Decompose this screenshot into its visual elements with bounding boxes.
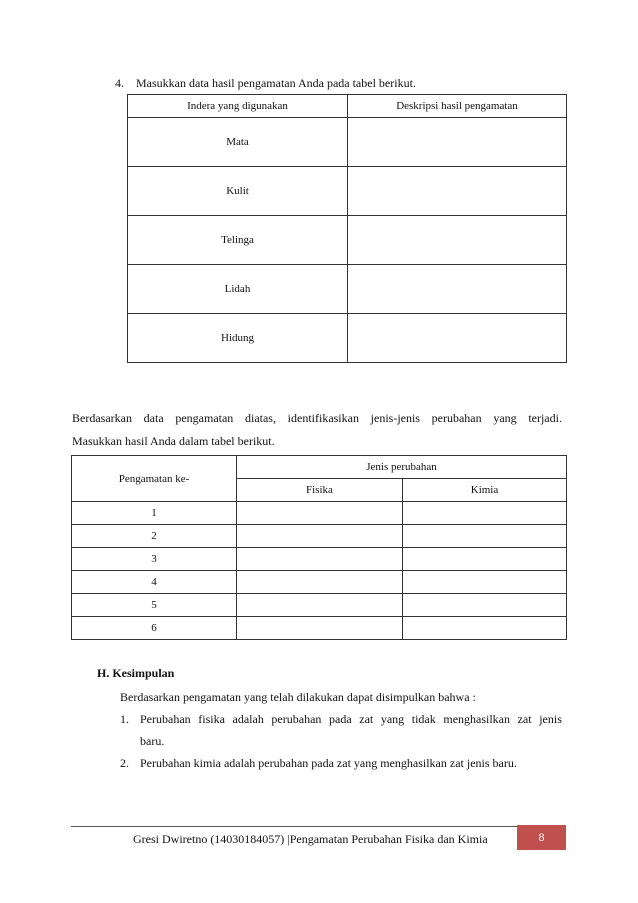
word: zat — [517, 712, 532, 726]
observation-number: 4 — [72, 571, 237, 594]
word: terjadi. — [528, 411, 562, 425]
word: perubahan — [271, 712, 322, 726]
physical-cell[interactable] — [237, 548, 403, 571]
sense-cell: Telinga — [128, 216, 348, 265]
table-row — [128, 118, 567, 167]
conclusion-intro: Berdasarkan pengamatan yang telah dilakukan dapat disimpulkan bahwa : — [120, 690, 476, 704]
conclusion-body — [120, 686, 562, 774]
sense-cell: Kulit — [128, 167, 348, 216]
table-row — [72, 617, 567, 640]
table-row — [72, 571, 567, 594]
observation-number: 1 — [72, 502, 237, 525]
word: zat — [359, 712, 374, 726]
table-header-row — [128, 95, 567, 118]
page-number: 8 — [517, 825, 566, 850]
description-cell[interactable] — [348, 314, 567, 363]
table-row — [128, 314, 567, 363]
table-row — [72, 502, 567, 525]
chemical-cell[interactable] — [403, 617, 567, 640]
word: perubahan — [431, 411, 482, 425]
paragraph-line-1 — [72, 407, 562, 430]
header-chemical: Kimia — [403, 479, 567, 502]
sense-cell: Lidah — [128, 265, 348, 314]
word: menghasilkan — [443, 712, 511, 726]
word: Perubahan — [140, 712, 191, 726]
list-number: 2. — [120, 756, 129, 770]
observation-number: 6 — [72, 617, 237, 640]
sense-cell: Hidung — [128, 314, 348, 363]
observation-number: 3 — [72, 548, 237, 571]
table-row — [72, 548, 567, 571]
table-row — [72, 525, 567, 548]
word: data — [143, 411, 164, 425]
step-number: 4. — [115, 76, 124, 90]
list-text — [140, 708, 562, 752]
physical-cell[interactable] — [237, 525, 403, 548]
chemical-cell[interactable] — [403, 548, 567, 571]
word: yang — [380, 712, 405, 726]
physical-cell[interactable] — [237, 502, 403, 525]
header-observation: Pengamatan ke- — [72, 456, 237, 502]
header-description: Deskripsi hasil pengamatan — [348, 95, 567, 118]
list-line-cont: baru. — [140, 734, 165, 748]
table-row — [72, 594, 567, 617]
step-4-instruction — [115, 76, 416, 91]
description-cell[interactable] — [348, 167, 567, 216]
section-title: H. Kesimpulan — [97, 666, 175, 680]
word: pada — [329, 712, 352, 726]
header-senses: Indera yang digunakan — [128, 95, 348, 118]
list-text: Perubahan kimia adalah perubahan pada zat yang menghasilkan zat jenis baru. — [140, 756, 517, 770]
physical-cell[interactable] — [237, 617, 403, 640]
list-item — [120, 752, 562, 774]
description-cell[interactable] — [348, 265, 567, 314]
chemical-cell[interactable] — [403, 594, 567, 617]
description-cell[interactable] — [348, 118, 567, 167]
word: jenis-jenis — [370, 411, 420, 425]
chemical-cell[interactable] — [403, 502, 567, 525]
physical-cell[interactable] — [237, 571, 403, 594]
word: yang — [493, 411, 517, 425]
word: jenis — [539, 712, 562, 726]
step-text: Masukkan data hasil pengamatan Anda pada tabel berikut. — [136, 76, 416, 90]
table-row — [128, 265, 567, 314]
observation-number: 2 — [72, 525, 237, 548]
footer-text: Gresi Dwiretno (14030184057) |Pengamatan Perubahan Fisika dan Kimia — [133, 832, 488, 846]
chemical-cell[interactable] — [403, 571, 567, 594]
observation-table — [127, 94, 567, 363]
table-row — [128, 167, 567, 216]
change-type-table — [71, 455, 567, 640]
word: pengamatan — [175, 411, 234, 425]
physical-cell[interactable] — [237, 594, 403, 617]
table-row — [128, 216, 567, 265]
list-number: 1. — [120, 712, 129, 726]
word: Berdasarkan — [72, 411, 132, 425]
paragraph-line-2: Masukkan hasil Anda dalam tabel berikut. — [72, 434, 275, 448]
observation-number: 5 — [72, 594, 237, 617]
word: adalah — [232, 712, 264, 726]
list-item — [120, 708, 562, 752]
word: fisika — [198, 712, 225, 726]
sense-cell: Mata — [128, 118, 348, 167]
description-cell[interactable] — [348, 216, 567, 265]
table-header-row — [72, 456, 567, 479]
footer-divider — [71, 826, 517, 827]
list-line — [140, 708, 562, 730]
word: identifikasikan — [287, 411, 359, 425]
instruction-paragraph — [72, 407, 562, 453]
header-change-type: Jenis perubahan — [237, 456, 567, 479]
word: tidak — [411, 712, 436, 726]
header-physical: Fisika — [237, 479, 403, 502]
chemical-cell[interactable] — [403, 525, 567, 548]
word: diatas, — [244, 411, 276, 425]
